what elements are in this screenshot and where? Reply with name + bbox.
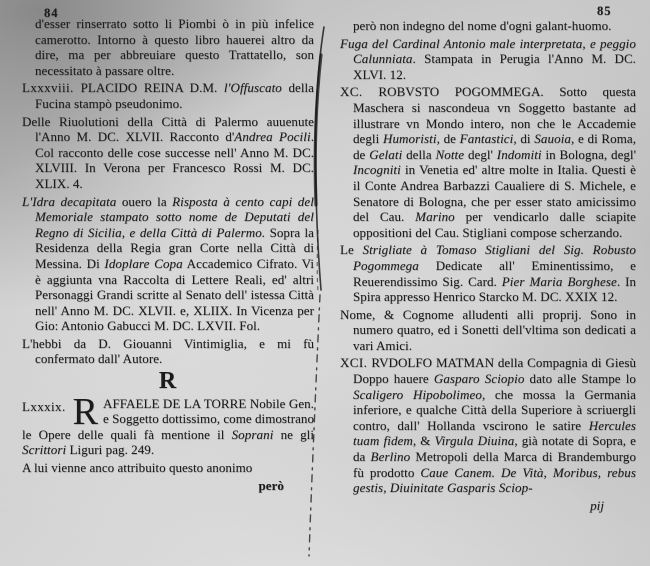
entry-lxxxviii-text: PLACIDO REINA D.M. l'Offuscato della Fucina stampò pseudonimo.: [35, 80, 314, 111]
entry-xc-text: ROBVSTO POGOMMEGA. Sotto questa Maschera si nascondeua vn Soggetto bastante ad illustrare vn Mondo intero, non che le Accademie degli Humoristi, de Fantastici, di Sauoia, e di Roma, de Gelati della Notte degl' Indomiti in Bologna, degl' Incogniti in Venetia ed' altre molte in Italia. Questi è il Conte Andrea Barbazzi Caualiere di S. Michele, e Senatore di Bologna, che per esser stato amicissimo del Cau. Marino per vendicarlo dalle sciapite oppositioni del Cau. Stigliani compose scherzando.: [353, 84, 636, 240]
entry-lxxxix: [22, 390, 314, 458]
page-number-left: 84: [44, 6, 59, 20]
entry-xci: [340, 355, 636, 495]
paragraph-hebbi: L'hebbi da D. Giouanni Vintimiglia, e mi fù confermato dall' Autore.: [22, 335, 314, 367]
entry-lxxxix-text: AFFAELE DE LA TORRE Nobile Gen. e Soggetto dottissimo, come dimostrano le Opere delle quali fà mentione il Soprani ne gli Scrittori Liguri pag. 249.: [22, 395, 314, 458]
section-heading-r: R: [158, 368, 178, 395]
paragraph-idra-decapitata: L'Idra decapitata ouero la Risposta à cento capi del Memoriale stampato sotto nome de Deputati del Regno di Sicilia, e della Città di Palermo. Sopra la Residenza della Regia gran Corte nella Città di Messina. Di Idoplare Copa Accademico Cifrato. Vi è aggiunta vna Raccolta di Lettere Reali, ed' altri Personaggi Grandi scritte al Senato dell' istessa Città nell' Anno M. DC. XLVII. e, XLIIX. In Vicenza per Gio: Antonio Gabucci M. DC. LXVII. Fol.: [22, 193, 314, 334]
entry-xci-text: RVDOLFO MATMAN della Compagnia di Giesù Doppo hauere Gasparo Sciopio dato alle Stampe lo Scaligero Hipobolimeo, che mossa la Germania inferiore, e qualche Città della Superiore à scriuergli contro, dall' Hollanda vscirono le satire Hercules tuam fidem, & Virgula Diuina, già notate di Sopra, e da Berlino Metropoli della Marca di Brandemburgo fù prodotto Caue Canem. De Vità, Moribus, rebus gestis, Diuinitate Gasparis Sciop-: [353, 355, 637, 496]
paragraph-continuation-left: d'esser rinserrato sotto li Piombi ò in più infelice camerotto. Intorno à questo libro hauerei altro da dire, ma per abbreuiare questo Trattatello, son necessitato à passare oltre.: [35, 16, 314, 78]
entry-number-xci: XCI.: [340, 355, 368, 371]
entry-number-lxxxviii: Lxxxviii.: [22, 80, 74, 96]
dropcap-r: R: [72, 390, 99, 433]
paragraph-riuolutioni: Delle Riuolutioni della Città di Palermo auuenute l'Anno M. DC. XLVII. Racconto d'Andrea Pocili. Col racconto delle cose successe nell' Anno M. DC. XLVIII. In Verona per Francesco Rossi M. DC. XLIX. 4.: [22, 113, 314, 191]
entry-number-xc: XC.: [340, 84, 363, 100]
left-column: [22, 16, 314, 493]
catchword-right: pij: [590, 497, 604, 513]
paragraph-strigliate: Le Strigliate à Tomaso Stigliani del Sig. Robusto Pogommega Dedicate all' Eminentissimo, e Reuerendissimo Sig. Card. Pier Maria Borghese. In Spira appresso Henrico Starcko M. DC. XXIX 12.: [340, 242, 636, 305]
paragraph-continuation-right: però non indegno del nome d'ogni galant-huomo.: [353, 18, 612, 33]
catchword-left: però: [258, 477, 284, 493]
entry-xc: [340, 84, 636, 240]
paragraph-fuga-cardinal: Fuga del Cardinal Antonio male interpretata, e peggio Calunniata. Stampata in Perugia l'Anno M. DC. XLVI. 12.: [340, 35, 636, 82]
paragraph-a-lui: A lui vienne anco attribuito questo anonimo: [22, 460, 253, 476]
entry-number-lxxxix: Lxxxix.: [22, 398, 66, 414]
right-column: [340, 18, 636, 513]
page-number-right: 85: [597, 4, 612, 18]
paragraph-nome-cognome: Nome, & Cognome alludenti alli proprij. Sono in numero quatro, ed i Sonetti dell'vltima son dedicati a vari Amici.: [340, 306, 636, 353]
entry-lxxxviii: [22, 80, 314, 111]
